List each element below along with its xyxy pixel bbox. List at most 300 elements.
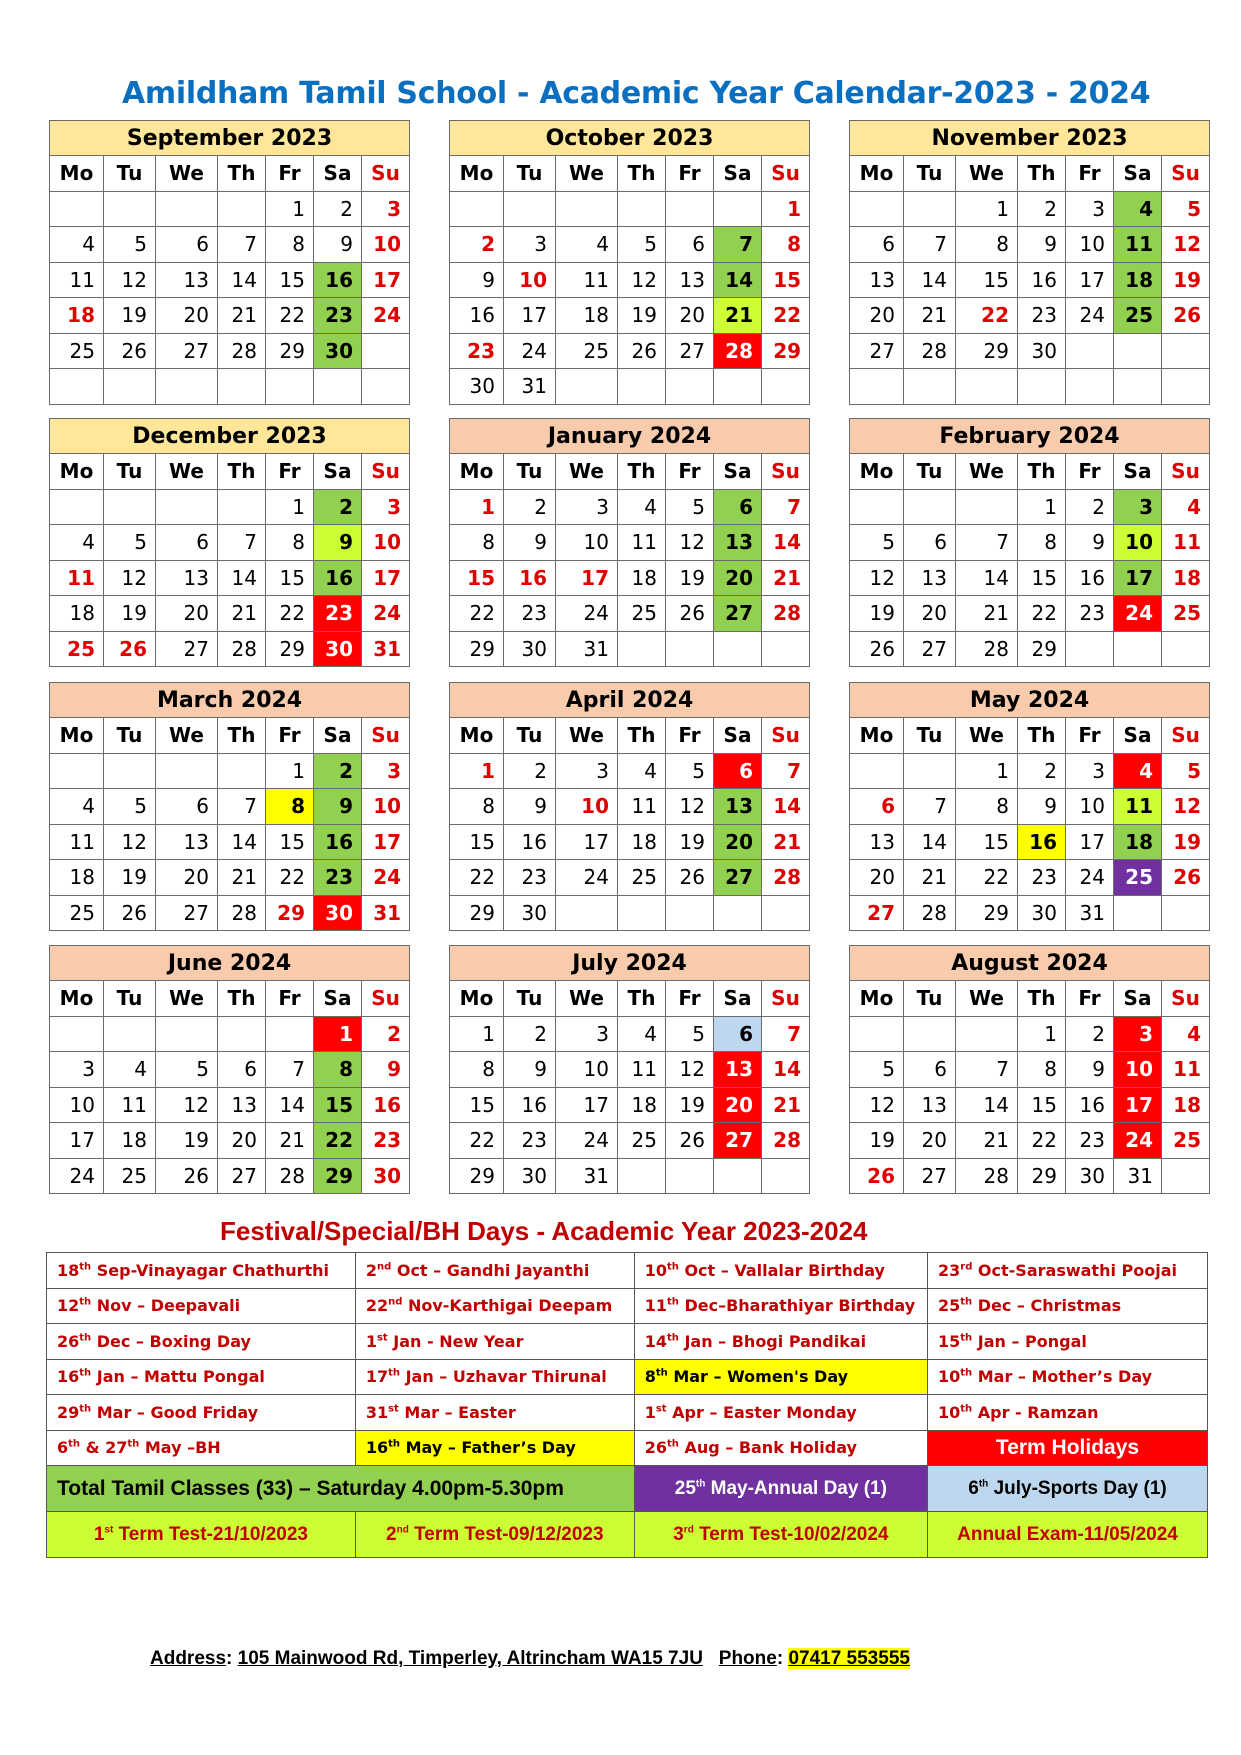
day-cell: 22 — [266, 596, 314, 632]
day-cell: 4 — [1162, 1016, 1210, 1052]
day-cell: 12 — [850, 560, 904, 596]
empty-day-cell — [50, 753, 104, 789]
day-cell: 23 — [1018, 298, 1066, 334]
day-cell: 1 — [450, 753, 504, 789]
day-cell: 26 — [1162, 298, 1210, 334]
day-cell: 14 — [266, 1087, 314, 1123]
weekday-header: Fr — [266, 156, 314, 192]
day-cell: 2 — [1066, 1016, 1114, 1052]
empty-day-cell — [618, 191, 666, 227]
day-cell: 18 — [1162, 560, 1210, 596]
day-cell: 14 — [218, 560, 266, 596]
empty-day-cell — [218, 489, 266, 525]
day-cell: 25 — [1162, 1123, 1210, 1159]
day-cell: 27 — [904, 1158, 956, 1194]
weekday-header: Mo — [50, 454, 104, 490]
empty-day-cell — [156, 753, 218, 789]
day-cell: 7 — [956, 525, 1018, 561]
day-cell: 18 — [1114, 824, 1162, 860]
day-cell: 25 — [618, 596, 666, 632]
day-cell: 6 — [904, 1052, 956, 1088]
empty-day-cell — [1162, 333, 1210, 369]
day-cell: 15 — [956, 262, 1018, 298]
weekday-header: Th — [218, 718, 266, 754]
day-cell: 2 — [504, 1016, 556, 1052]
day-cell: 27 — [904, 631, 956, 667]
phone-value: 07417 553555 — [788, 1648, 910, 1669]
day-cell: 9 — [1018, 227, 1066, 263]
day-cell: 8 — [266, 525, 314, 561]
day-cell: 7 — [956, 1052, 1018, 1088]
day-cell: 2 — [1066, 489, 1114, 525]
empty-day-cell — [1114, 369, 1162, 405]
day-cell: 2 — [450, 227, 504, 263]
day-cell: 27 — [850, 895, 904, 931]
festival-item: 10th Oct – Vallalar Birthday — [634, 1253, 927, 1289]
day-cell: 11 — [1114, 227, 1162, 263]
day-cell: 18 — [1162, 1087, 1210, 1123]
empty-day-cell — [666, 191, 714, 227]
day-cell: 5 — [1162, 753, 1210, 789]
day-cell: 2 — [314, 753, 362, 789]
empty-day-cell — [904, 1016, 956, 1052]
day-cell: 14 — [904, 262, 956, 298]
festival-item: 23rd Oct-Saraswathi Poojai — [928, 1253, 1208, 1289]
day-cell: 5 — [104, 525, 156, 561]
day-cell: 19 — [666, 560, 714, 596]
day-cell: 31 — [1114, 1158, 1162, 1194]
weekday-header: Su — [762, 156, 810, 192]
term-tests-row — [47, 1512, 1208, 1558]
weekday-header: Mo — [450, 454, 504, 490]
day-cell: 4 — [1114, 191, 1162, 227]
weekday-header: Sa — [1114, 981, 1162, 1017]
empty-day-cell — [266, 369, 314, 405]
weekday-header: Mo — [850, 981, 904, 1017]
month-calendar — [849, 120, 1210, 405]
empty-day-cell — [156, 1016, 218, 1052]
day-cell: 25 — [1114, 298, 1162, 334]
day-cell: 12 — [666, 789, 714, 825]
day-cell: 29 — [266, 895, 314, 931]
empty-day-cell — [218, 369, 266, 405]
weekday-header: Tu — [104, 156, 156, 192]
weekday-header: Sa — [714, 981, 762, 1017]
day-cell: 7 — [218, 789, 266, 825]
day-cell: 1 — [266, 753, 314, 789]
day-cell: 14 — [762, 1052, 810, 1088]
month-calendar — [49, 418, 410, 667]
day-cell: 15 — [762, 262, 810, 298]
day-cell: 5 — [666, 1016, 714, 1052]
weekday-header: We — [156, 454, 218, 490]
weekday-header: Su — [762, 981, 810, 1017]
day-cell: 7 — [762, 753, 810, 789]
weekday-header: Th — [218, 454, 266, 490]
month-calendar — [449, 120, 810, 405]
day-cell: 26 — [618, 333, 666, 369]
day-cell: 24 — [1114, 1123, 1162, 1159]
day-cell: 25 — [50, 333, 104, 369]
day-cell: 17 — [1066, 824, 1114, 860]
day-cell: 5 — [618, 227, 666, 263]
day-cell: 25 — [1162, 596, 1210, 632]
weekday-header: Fr — [666, 156, 714, 192]
weekday-header: Fr — [1066, 718, 1114, 754]
day-cell: 12 — [104, 824, 156, 860]
day-cell: 9 — [504, 525, 556, 561]
empty-day-cell — [762, 631, 810, 667]
day-cell: 30 — [450, 369, 504, 405]
empty-day-cell — [362, 333, 410, 369]
weekday-header: We — [556, 156, 618, 192]
address-value: 105 Mainwood Rd, Timperley, Altrincham WA15 7JU — [237, 1648, 703, 1669]
festival-item: 29th Mar – Good Friday — [47, 1395, 356, 1431]
day-cell: 28 — [904, 895, 956, 931]
weekday-header: Su — [362, 718, 410, 754]
weekday-header: Mo — [50, 718, 104, 754]
day-cell: 20 — [666, 298, 714, 334]
day-cell: 9 — [362, 1052, 410, 1088]
day-cell: 24 — [362, 596, 410, 632]
weekday-header: Mo — [850, 156, 904, 192]
day-cell: 28 — [956, 1158, 1018, 1194]
weekday-header: Fr — [266, 718, 314, 754]
month-calendar — [849, 945, 1210, 1194]
weekday-header: Sa — [714, 718, 762, 754]
weekday-header: Tu — [104, 454, 156, 490]
day-cell: 26 — [1162, 860, 1210, 896]
day-cell: 29 — [450, 1158, 504, 1194]
day-cell: 30 — [1018, 333, 1066, 369]
day-cell: 22 — [762, 298, 810, 334]
festival-item: 14th Jan – Bhogi Pandikai — [634, 1324, 927, 1360]
day-cell: 3 — [50, 1052, 104, 1088]
annual-day-legend: 25th May-Annual Day (1) — [634, 1466, 927, 1512]
day-cell: 4 — [556, 227, 618, 263]
day-cell: 21 — [762, 824, 810, 860]
day-cell: 29 — [450, 631, 504, 667]
festival-item: 22nd Nov-Karthigai Deepam — [355, 1288, 634, 1324]
day-cell: 17 — [50, 1123, 104, 1159]
total-classes-label: Total Tamil Classes (33) – Saturday 4.00pm-5.30pm — [47, 1466, 635, 1512]
day-cell: 19 — [104, 298, 156, 334]
empty-day-cell — [556, 895, 618, 931]
weekday-header: Fr — [266, 454, 314, 490]
day-cell: 31 — [556, 1158, 618, 1194]
empty-day-cell — [762, 369, 810, 405]
day-cell: 27 — [156, 631, 218, 667]
day-cell: 12 — [666, 525, 714, 561]
day-cell: 10 — [1066, 227, 1114, 263]
weekday-header: Sa — [714, 156, 762, 192]
day-cell: 31 — [1066, 895, 1114, 931]
day-cell: 21 — [266, 1123, 314, 1159]
festival-item: 31st Mar – Easter — [355, 1395, 634, 1431]
empty-day-cell — [218, 1016, 266, 1052]
day-cell: 19 — [104, 596, 156, 632]
festival-item: 10th Mar – Mother’s Day — [928, 1359, 1208, 1395]
day-cell: 10 — [362, 227, 410, 263]
day-cell: 22 — [314, 1123, 362, 1159]
weekday-header: Su — [1162, 156, 1210, 192]
day-cell: 2 — [314, 191, 362, 227]
weekday-header: Mo — [450, 981, 504, 1017]
day-cell: 17 — [556, 1087, 618, 1123]
day-cell: 7 — [218, 227, 266, 263]
empty-day-cell — [104, 753, 156, 789]
day-cell: 13 — [156, 262, 218, 298]
empty-day-cell — [714, 1158, 762, 1194]
day-cell: 20 — [156, 860, 218, 896]
day-cell: 23 — [1066, 596, 1114, 632]
day-cell: 11 — [618, 789, 666, 825]
festival-section-title: Festival/Special/BH Days - Academic Year 2023-2024 — [220, 1216, 868, 1246]
day-cell: 17 — [556, 824, 618, 860]
festival-row — [47, 1395, 1208, 1431]
day-cell: 10 — [504, 262, 556, 298]
weekday-header: Fr — [1066, 454, 1114, 490]
day-cell: 11 — [50, 262, 104, 298]
weekday-header: Th — [1018, 156, 1066, 192]
annual-exam: Annual Exam-11/05/2024 — [928, 1512, 1208, 1558]
day-cell: 9 — [314, 789, 362, 825]
day-cell: 6 — [156, 789, 218, 825]
day-cell: 6 — [218, 1052, 266, 1088]
term-test-1: 1st Term Test-21/10/2023 — [47, 1512, 356, 1558]
day-cell: 10 — [1066, 789, 1114, 825]
day-cell: 17 — [362, 262, 410, 298]
weekday-header: We — [556, 981, 618, 1017]
day-cell: 20 — [714, 1087, 762, 1123]
empty-day-cell — [714, 369, 762, 405]
day-cell: 23 — [1066, 1123, 1114, 1159]
day-cell: 30 — [314, 895, 362, 931]
day-cell: 3 — [504, 227, 556, 263]
term-holidays-legend: Term Holidays — [928, 1430, 1208, 1466]
day-cell: 15 — [956, 824, 1018, 860]
day-cell: 19 — [1162, 262, 1210, 298]
festival-row — [47, 1324, 1208, 1360]
day-cell: 31 — [362, 895, 410, 931]
weekday-header: Th — [1018, 981, 1066, 1017]
day-cell: 16 — [1066, 560, 1114, 596]
month-title: June 2024 — [50, 946, 410, 981]
empty-day-cell — [618, 631, 666, 667]
festival-item: 16th Jan – Mattu Pongal — [47, 1359, 356, 1395]
day-cell: 20 — [156, 298, 218, 334]
weekday-header: Th — [618, 981, 666, 1017]
weekday-header: Mo — [850, 718, 904, 754]
day-cell: 22 — [450, 860, 504, 896]
day-cell: 24 — [1066, 298, 1114, 334]
day-cell: 22 — [1018, 596, 1066, 632]
weekday-header: Mo — [850, 454, 904, 490]
day-cell: 29 — [956, 895, 1018, 931]
festival-row-bh — [47, 1430, 1208, 1466]
day-cell: 8 — [314, 1052, 362, 1088]
day-cell: 21 — [762, 560, 810, 596]
day-cell: 3 — [1114, 1016, 1162, 1052]
day-cell: 22 — [266, 298, 314, 334]
day-cell: 22 — [450, 596, 504, 632]
day-cell: 1 — [956, 753, 1018, 789]
day-cell: 19 — [618, 298, 666, 334]
day-cell: 19 — [104, 860, 156, 896]
day-cell: 7 — [714, 227, 762, 263]
day-cell: 4 — [1162, 489, 1210, 525]
day-cell: 13 — [714, 525, 762, 561]
weekday-header: Tu — [504, 981, 556, 1017]
day-cell: 3 — [556, 489, 618, 525]
day-cell: 24 — [504, 333, 556, 369]
day-cell: 16 — [314, 262, 362, 298]
day-cell: 8 — [762, 227, 810, 263]
empty-day-cell — [666, 369, 714, 405]
empty-day-cell — [666, 631, 714, 667]
empty-day-cell — [50, 369, 104, 405]
weekday-header: Tu — [504, 156, 556, 192]
day-cell: 12 — [1162, 789, 1210, 825]
day-cell: 23 — [504, 860, 556, 896]
day-cell: 7 — [218, 525, 266, 561]
day-cell: 26 — [850, 631, 904, 667]
month-calendar — [849, 418, 1210, 667]
weekday-header: Tu — [904, 981, 956, 1017]
empty-day-cell — [556, 369, 618, 405]
festival-item: 11th Dec–Bharathiyar Birthday — [634, 1288, 927, 1324]
day-cell: 15 — [266, 262, 314, 298]
day-cell: 10 — [362, 525, 410, 561]
day-cell: 14 — [218, 262, 266, 298]
day-cell: 13 — [714, 789, 762, 825]
empty-day-cell — [850, 191, 904, 227]
day-cell: 17 — [1114, 1087, 1162, 1123]
empty-day-cell — [266, 1016, 314, 1052]
day-cell: 24 — [1066, 860, 1114, 896]
festival-item: 26th Dec – Boxing Day — [47, 1324, 356, 1360]
day-cell: 20 — [850, 860, 904, 896]
empty-day-cell — [1114, 333, 1162, 369]
day-cell: 19 — [850, 1123, 904, 1159]
empty-day-cell — [1162, 369, 1210, 405]
day-cell: 1 — [314, 1016, 362, 1052]
festival-item: 10th Apr - Ramzan — [928, 1395, 1208, 1431]
day-cell: 8 — [450, 789, 504, 825]
empty-day-cell — [1066, 631, 1114, 667]
day-cell: 14 — [762, 789, 810, 825]
month-title: April 2024 — [450, 683, 810, 718]
weekday-header: We — [156, 156, 218, 192]
day-cell: 18 — [50, 860, 104, 896]
day-cell: 21 — [956, 596, 1018, 632]
day-cell: 4 — [618, 753, 666, 789]
day-cell: 27 — [218, 1158, 266, 1194]
weekday-header: Su — [762, 718, 810, 754]
day-cell: 12 — [666, 1052, 714, 1088]
day-cell: 6 — [904, 525, 956, 561]
day-cell: 17 — [362, 560, 410, 596]
month-calendar — [49, 682, 410, 931]
day-cell: 16 — [362, 1087, 410, 1123]
day-cell: 19 — [156, 1123, 218, 1159]
day-cell: 26 — [666, 1123, 714, 1159]
day-cell: 20 — [904, 1123, 956, 1159]
weekday-header: Sa — [314, 156, 362, 192]
empty-day-cell — [1114, 895, 1162, 931]
day-cell: 18 — [618, 560, 666, 596]
day-cell: 14 — [714, 262, 762, 298]
day-cell: 3 — [1066, 191, 1114, 227]
day-cell: 12 — [618, 262, 666, 298]
day-cell: 16 — [504, 1087, 556, 1123]
festival-table — [46, 1252, 1208, 1558]
day-cell: 30 — [504, 895, 556, 931]
day-cell: 22 — [450, 1123, 504, 1159]
day-cell: 8 — [956, 227, 1018, 263]
day-cell: 2 — [1018, 191, 1066, 227]
term-test-2: 2nd Term Test-09/12/2023 — [355, 1512, 634, 1558]
month-title: October 2023 — [450, 121, 810, 156]
day-cell: 1 — [450, 1016, 504, 1052]
weekday-header: We — [956, 718, 1018, 754]
empty-day-cell — [714, 191, 762, 227]
day-cell: 4 — [618, 489, 666, 525]
day-cell: 15 — [266, 560, 314, 596]
weekday-header: Mo — [450, 718, 504, 754]
day-cell: 14 — [218, 824, 266, 860]
day-cell: 2 — [362, 1016, 410, 1052]
day-cell: 30 — [314, 631, 362, 667]
day-cell: 3 — [1114, 489, 1162, 525]
day-cell: 7 — [762, 1016, 810, 1052]
weekday-header: Su — [1162, 454, 1210, 490]
festival-item-bh: 6th & 27th May –BH — [47, 1430, 356, 1466]
weekday-header: Sa — [1114, 454, 1162, 490]
day-cell: 4 — [104, 1052, 156, 1088]
festival-item: 17th Jan – Uzhavar Thirunal — [355, 1359, 634, 1395]
day-cell: 23 — [504, 1123, 556, 1159]
day-cell: 8 — [266, 789, 314, 825]
day-cell: 1 — [956, 191, 1018, 227]
empty-day-cell — [850, 753, 904, 789]
day-cell: 13 — [904, 560, 956, 596]
empty-day-cell — [450, 191, 504, 227]
day-cell: 23 — [314, 860, 362, 896]
day-cell: 13 — [904, 1087, 956, 1123]
empty-day-cell — [850, 489, 904, 525]
day-cell: 1 — [1018, 489, 1066, 525]
day-cell: 18 — [618, 824, 666, 860]
festival-item-bank-holiday: 26th Aug – Bank Holiday — [634, 1430, 927, 1466]
day-cell: 11 — [50, 560, 104, 596]
day-cell: 29 — [314, 1158, 362, 1194]
phone-label: Phone — [718, 1648, 777, 1669]
empty-day-cell — [666, 895, 714, 931]
day-cell: 17 — [504, 298, 556, 334]
weekday-header: Th — [618, 156, 666, 192]
weekday-header: Su — [362, 981, 410, 1017]
day-cell: 8 — [1018, 525, 1066, 561]
day-cell: 18 — [50, 298, 104, 334]
empty-day-cell — [666, 1158, 714, 1194]
empty-day-cell — [504, 191, 556, 227]
month-calendar — [449, 418, 810, 667]
day-cell: 15 — [1018, 560, 1066, 596]
day-cell: 11 — [1162, 1052, 1210, 1088]
day-cell: 15 — [450, 1087, 504, 1123]
weekday-header: We — [956, 156, 1018, 192]
